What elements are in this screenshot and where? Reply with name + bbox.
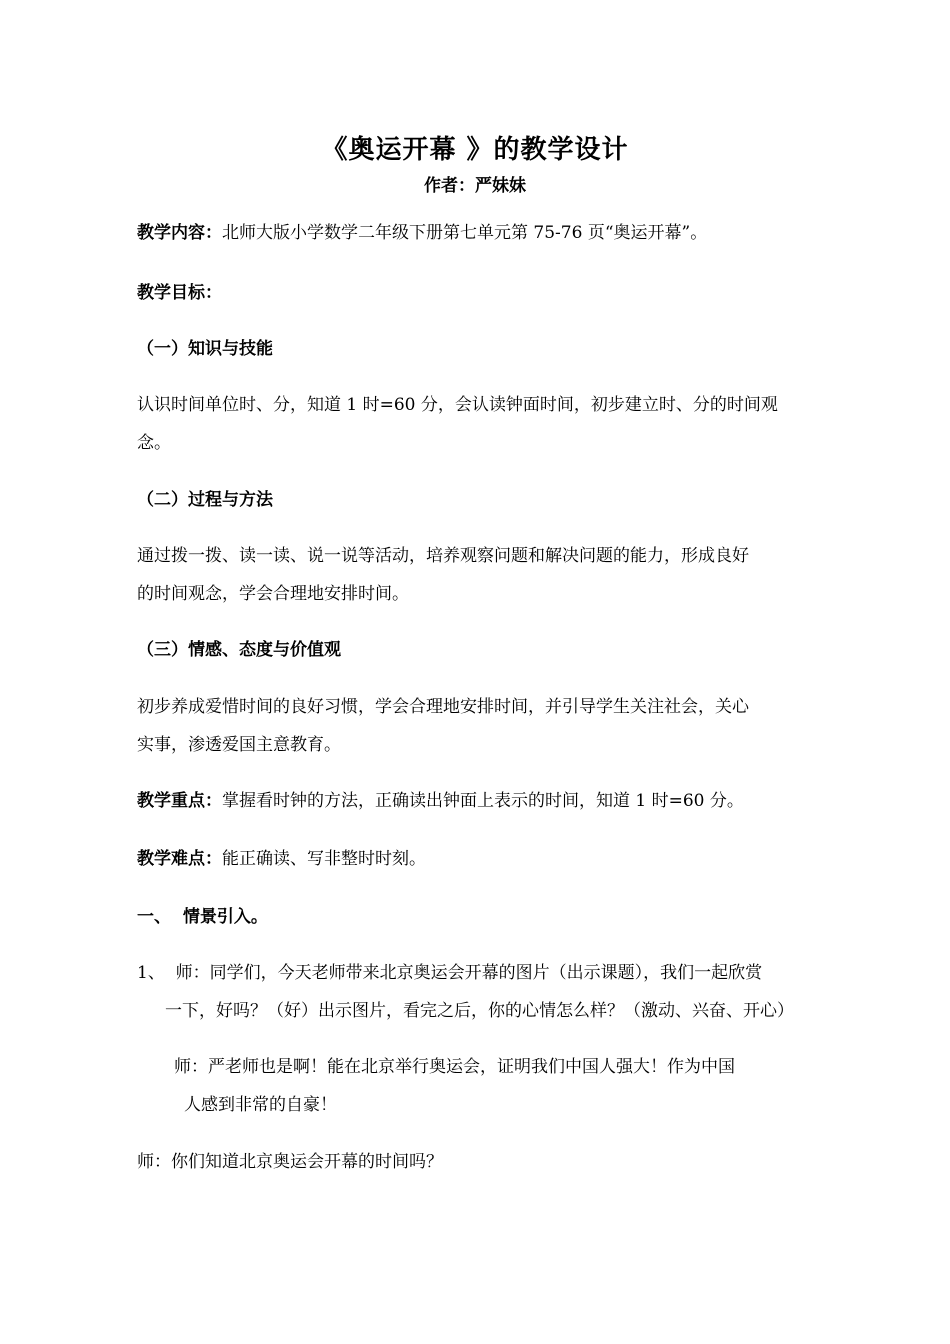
teacher-remark-1 <box>174 1048 809 1124</box>
teacher-question: 师：你们知道北京奥运会开幕的时间吗？ <box>137 1152 443 1172</box>
teacher-remark-1-line-2: 人感到非常的自豪！ <box>184 1095 337 1115</box>
teaching-content <box>137 214 817 252</box>
document-title: 《奥运开幕 》的教学设计 <box>321 135 629 165</box>
section-1-heading-text: （一）知识与技能 <box>137 339 273 359</box>
teaching-key-label: 教学重点： <box>137 791 222 811</box>
section-3-paragraph <box>137 688 809 764</box>
section-3-heading <box>137 631 817 669</box>
list-item-1 <box>137 954 809 1030</box>
section-3-heading-text: （三）情感、态度与价值观 <box>137 640 341 660</box>
teaching-key-text: 掌握看时钟的方法，正确读出钟面上表示的时间，知道 1 时=60 分。 <box>222 791 744 811</box>
teaching-content-text: 北师大版小学数学二年级下册第七单元第 75-76 页“奥运开幕”。 <box>222 223 708 243</box>
list-item-1-line-1: 1、 师：同学们，今天老师带来北京奥运会开幕的图片（出示课题），我们一起欣赏 <box>137 963 763 983</box>
section-1-heading <box>137 330 817 368</box>
section-1-line-2: 念。 <box>137 433 171 453</box>
teaching-difficulty-label: 教学难点： <box>137 849 222 869</box>
list-item-1-line-2: 一下，好吗？（好）出示图片，看完之后，你的心情怎么样？（激动、兴奋、开心） <box>165 1001 794 1021</box>
document-author: 作者：严妹妹 <box>424 176 526 196</box>
teaching-key-point <box>137 782 817 820</box>
part-1-heading-text: 一、 情景引入。 <box>137 907 268 927</box>
section-1-paragraph <box>137 386 809 462</box>
section-2-line-1: 通过拨一拨、读一读、说一说等活动，培养观察问题和解决问题的能力，形成良好 <box>137 546 749 566</box>
teacher-remark-1-line-1: 师：严老师也是啊！能在北京举行奥运会，证明我们中国人强大！作为中国 <box>174 1057 735 1077</box>
section-2-heading-text: （二）过程与方法 <box>137 490 273 510</box>
teaching-goals-label: 教学目标： <box>137 283 222 303</box>
section-2-paragraph <box>137 537 809 613</box>
part-1-heading <box>137 898 817 936</box>
section-1-line-1: 认识时间单位时、分，知道 1 时=60 分，会认读钟面时间，初步建立时、分的时间观 <box>137 395 778 415</box>
teaching-difficulty-text: 能正确读、写非整时时刻。 <box>222 849 426 869</box>
teaching-difficulty <box>137 840 817 878</box>
section-3-line-1: 初步养成爱惜时间的良好习惯，学会合理地安排时间，并引导学生关注社会，关心 <box>137 697 749 717</box>
teaching-content-label: 教学内容： <box>137 223 222 243</box>
section-2-line-2: 的时间观念，学会合理地安排时间。 <box>137 584 409 604</box>
teaching-goals-heading <box>137 274 817 312</box>
section-3-line-2: 实事，渗透爱国主意教育。 <box>137 735 341 755</box>
section-2-heading <box>137 481 817 519</box>
